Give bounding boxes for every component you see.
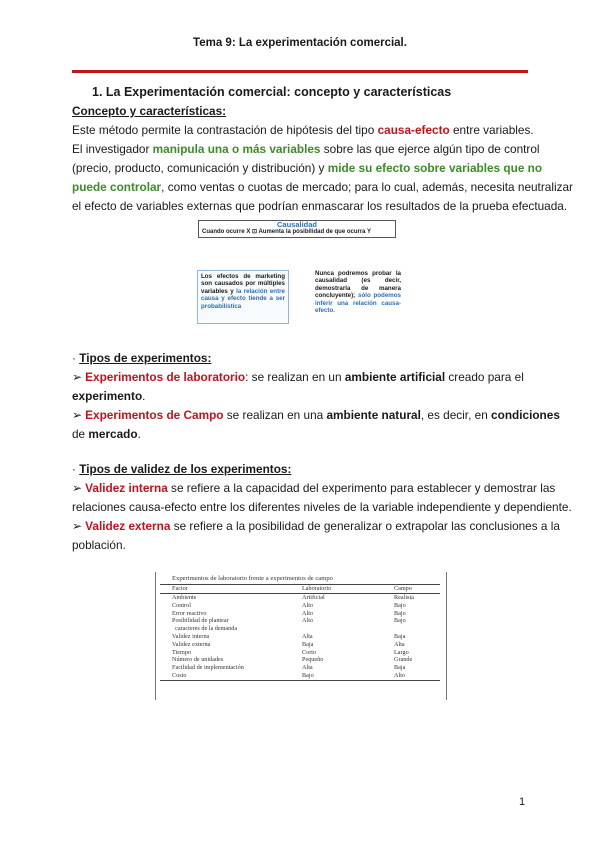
highlight-mide: mide su efecto sobre variables que no <box>327 161 543 175</box>
table-cell: Baja <box>394 664 406 672</box>
text: población. <box>72 538 126 552</box>
text: relaciones causa-efecto entre los diferentes niveles de la variable independiente y dependiente. <box>72 500 572 514</box>
table-cell: Ambiente <box>172 594 197 601</box>
table-cell: Tiempo <box>172 648 192 656</box>
table-cell: Largo <box>394 648 409 656</box>
table-cell: Error reactivo <box>172 609 207 617</box>
table-row <box>160 617 440 633</box>
text-highlight: la relación entre causa y efecto tiende a ser probabilística <box>201 287 285 310</box>
text: el efecto de variables externas que podrían enmascarar los resultados de la prueba efectuada. <box>72 199 568 213</box>
table-cell: Bajo <box>290 672 382 680</box>
section-heading: 1. La Experimentación comercial: concepto y características <box>92 85 452 99</box>
table-cell: Baja <box>394 632 406 640</box>
highlight-causa-efecto: causa-efecto <box>377 123 450 137</box>
table-row <box>160 649 440 657</box>
table-cell: Bajo <box>394 601 406 609</box>
types-heading: Tipos de experimentos: <box>79 351 212 365</box>
table-cell: Alto <box>302 609 314 617</box>
experiment-types <box>72 349 560 444</box>
table-row <box>160 633 440 641</box>
table-caption: Experimentos de laboratorio frente a experimentos de campo <box>172 575 333 582</box>
concept-paragraph <box>72 102 573 216</box>
table-cell: Costo <box>160 672 290 680</box>
table-cell: Alta <box>302 632 313 640</box>
text: creado para el <box>445 370 524 384</box>
text-bold: ambiente natural <box>326 408 421 422</box>
internal-validity-label: Validez interna <box>85 481 168 495</box>
text: entre variables. <box>449 123 534 137</box>
table-cell: Alta <box>302 664 313 672</box>
text-bold: condiciones <box>491 408 560 422</box>
table-cell: Posibilidad de plantear caracteres de la demanda <box>172 617 238 633</box>
table-cell: Alta <box>394 640 405 648</box>
table-cell: Alto <box>382 672 440 680</box>
highlight-puede-controlar: puede controlar <box>72 180 162 194</box>
highlight-manipula: manipula una o más variables <box>152 142 321 156</box>
table-cell: Artificial <box>302 594 325 601</box>
text-bold: mercado <box>88 427 138 441</box>
note-causality <box>312 268 404 322</box>
table-cell: Validez externa <box>172 640 211 648</box>
text: : se realizan en un <box>245 370 345 384</box>
table-row <box>160 664 440 672</box>
column-header: Laboratorio <box>290 585 382 594</box>
causalidad-box <box>198 220 396 238</box>
text-bold: experimento <box>72 389 143 403</box>
table-row <box>160 641 440 649</box>
arrow-icon: ➢ <box>72 370 86 384</box>
text-highlight: sólo podemos inferir una relación causa-efecto. <box>315 292 401 315</box>
validity-types <box>72 460 572 555</box>
table-row <box>160 672 440 680</box>
text: se refiere a la capacidad del experimento para establecer y demostrar las <box>167 481 556 495</box>
table-cell: Pequeño <box>302 656 324 664</box>
bullet: · <box>72 351 80 365</box>
text: , como ventas o cuotas de mercado; para lo cual, además, necesita neutralizar <box>161 180 573 194</box>
table-cell: Número de unidades <box>172 656 224 664</box>
concept-subheading: Concepto y características: <box>72 104 227 118</box>
text: se refiere a la posibilidad de generalizar o extrapolar las conclusiones a la <box>170 519 560 533</box>
text: , es decir, en <box>420 408 492 422</box>
causalidad-text: Cuando ocurre X ⊡ Aumenta la posibilidad de que ocurra Y <box>202 229 372 235</box>
note-multiple-variables <box>197 270 289 324</box>
table-cell: Facilidad de implementación <box>172 664 244 672</box>
table-cell: Bajo <box>394 617 406 625</box>
text: Los efectos de marketing son causados por múltiples variables y <box>201 273 285 295</box>
table-cell: Alto <box>302 617 314 625</box>
table-cell: Bajo <box>394 609 406 617</box>
text: sobre las que ejerce algún tipo de control <box>320 142 540 156</box>
table-row <box>160 610 440 618</box>
table-row <box>160 602 440 610</box>
page-title: Tema 9: La experimentación comercial. <box>193 37 407 49</box>
field-label: Experimentos de Campo <box>85 408 224 422</box>
text: . <box>137 427 141 441</box>
external-validity-label: Validez externa <box>85 519 171 533</box>
text: El investigador <box>72 142 153 156</box>
text: (precio, producto, comunicación y distribución) y <box>72 161 328 175</box>
text: Este método permite la contrastación de hipótesis del tipo <box>72 123 378 137</box>
text-bold: ambiente artificial <box>344 370 446 384</box>
bullet: · <box>72 462 80 476</box>
table-cell: Baja <box>302 640 314 648</box>
column-header: Campo <box>382 585 440 594</box>
table-row <box>160 656 440 664</box>
table-cell: Realista <box>394 594 414 601</box>
validity-heading: Tipos de validez de los experimentos: <box>79 462 292 476</box>
arrow-icon: ➢ <box>72 519 86 533</box>
table-cell: Corto <box>302 648 317 656</box>
arrow-icon: ➢ <box>72 481 86 495</box>
table-cell: Grande <box>394 656 413 664</box>
table-cell: Control <box>172 601 191 609</box>
causalidad-title: Causalidad <box>276 220 317 229</box>
page-number: 1 <box>519 796 526 808</box>
text: se realizan en una <box>223 408 327 422</box>
table-header-row <box>160 585 440 594</box>
comparison-table <box>160 575 440 681</box>
title-divider <box>72 70 528 73</box>
text: . <box>142 389 146 403</box>
lab-label: Experimentos de laboratorio <box>85 370 246 384</box>
table-row <box>160 594 440 602</box>
table-cell: Validez interna <box>172 632 210 640</box>
text: de <box>72 427 89 441</box>
table-cell: Alto <box>302 601 314 609</box>
arrow-icon: ➢ <box>72 408 86 422</box>
text: Nunca podremos probar la causalidad (es decir, demostrarla de manera concluyente); <box>315 270 401 300</box>
column-header: Factor <box>160 585 290 594</box>
